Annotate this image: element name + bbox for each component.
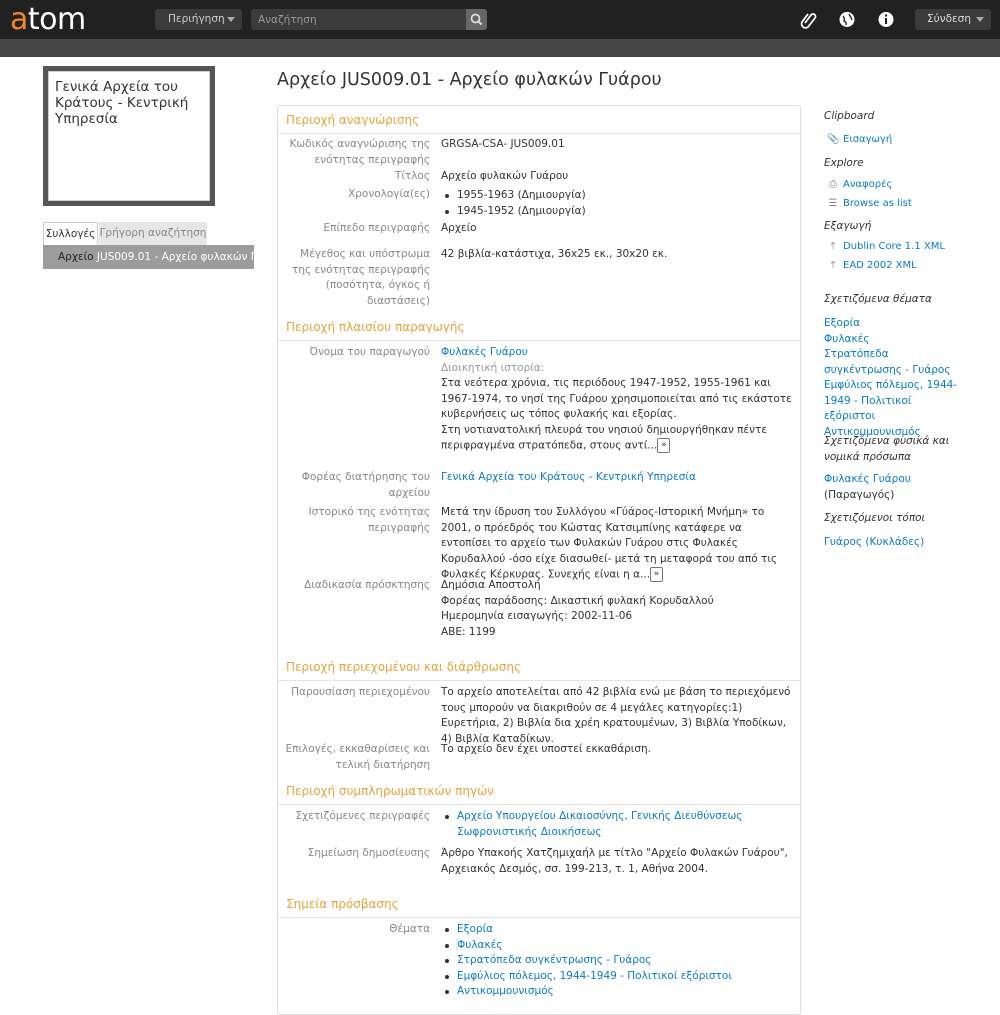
acquisition-label: Διαδικασία πρόσκτησης — [304, 579, 430, 591]
subject-link[interactable]: Εμφύλιος πόλεμος, 1944-1949 - Πολιτικοί εξόριστοι — [457, 969, 732, 982]
export-ead-link[interactable] — [827, 260, 917, 271]
level-label: Επίπεδο περιγραφής — [323, 222, 430, 234]
creator-label: Όνομα του παραγωγού — [309, 346, 430, 358]
reports-label: Αναφορές — [843, 179, 893, 190]
section-context-heading[interactable]: Περιοχή πλαισίου παραγωγής — [278, 313, 800, 341]
related-subject-link[interactable]: Φυλακές — [824, 332, 870, 345]
acquisition-value — [441, 578, 793, 640]
export-dc-label: Dublin Core 1.1 XML — [843, 241, 945, 252]
related-subject-link[interactable]: Στρατόπεδα συγκέντρωσης - Γυάρος — [824, 348, 951, 376]
chevron-down-icon — [227, 17, 235, 22]
browse-as-list-label: Browse as list — [843, 198, 912, 209]
list-icon: ☰ — [828, 198, 838, 209]
print-icon: ⎙ — [829, 179, 837, 190]
section-allied-heading[interactable]: Περιοχή συμπληρωματικών πηγών — [278, 777, 800, 805]
quick-links-menu-button[interactable] — [875, 9, 897, 30]
browse-label: Περιήγηση — [168, 13, 225, 25]
related-names-list — [824, 472, 911, 503]
related-value — [441, 809, 793, 840]
extent-value: 42 βιβλία-κατάστιχα, 36x25 εκ., 30x20 εκ. — [441, 248, 668, 260]
related-subject-link[interactable]: Εμφύλιος πόλεμος, 1944-1949 - Πολιτικοί εξόριστοι — [824, 379, 958, 422]
related-places-list — [824, 535, 924, 551]
export-ead-label: EAD 2002 XML — [843, 260, 917, 271]
secondary-bar — [0, 39, 1000, 57]
appraisal-value: Το αρχείο δεν έχει υποστεί εκκαθάριση. — [441, 743, 651, 755]
paperclip-icon — [797, 9, 819, 30]
related-places-heading: Σχετιζόμενοι τόποι — [824, 512, 926, 524]
clipboard-add-label: Εισαγωγή — [843, 134, 893, 145]
related-name-role: (Παραγωγός) — [824, 488, 895, 501]
title-label: Τίτλος — [394, 170, 430, 182]
related-subjects-list — [824, 316, 964, 440]
login-label: Σύνδεση — [927, 13, 971, 25]
repository-label: Φορέας διατήρησης του αρχείου — [301, 471, 430, 499]
subjects-label: Θέματα — [389, 923, 430, 935]
paperclip-icon: 📎 — [827, 134, 840, 145]
subject-link[interactable]: Φυλακές — [457, 938, 503, 951]
refcode-value: GRGSA-CSA- JUS009.01 — [441, 138, 565, 150]
clipboard-heading: Clipboard — [824, 110, 875, 122]
dates-label: Χρονολογία(ες) — [348, 188, 430, 200]
date-item: 1945-1952 (Δημιουργία) — [441, 204, 793, 220]
related-names-heading: Σχετιζόμενα φυσικά και νομικά πρόσωπα — [824, 435, 950, 463]
repository-name[interactable]: Γενικά Αρχεία του Κράτους - Κεντρική Υπηρεσία — [55, 79, 189, 127]
info-icon — [875, 9, 897, 30]
admin-history-text-more: Στη νοτιανατολική πλευρά του νησιού δημιουργήθηκαν πέντε περιφραγμένα στρατόπεδα, στους αντί... — [441, 423, 768, 452]
publication-label: Σημείωση δημοσίευσης — [307, 847, 430, 859]
tree-item-level: Αρχείο — [58, 251, 94, 263]
acquisition-line: Δημόσια Αποστολή — [441, 579, 541, 591]
acquisition-line: Φορέας παράδοσης: Δικαστική φυλακή Κορυδαλλού — [441, 594, 714, 607]
browse-menu-button[interactable] — [155, 9, 242, 30]
section-content-heading[interactable]: Περιοχή περιεχομένου και διάρθρωσης — [278, 653, 800, 681]
related-place-link[interactable]: Γυάρος (Κυκλάδες) — [824, 536, 925, 548]
section-identity-heading[interactable]: Περιοχή αναγνώρισης — [278, 106, 800, 134]
date-item: 1955-1963 (Δημιουργία) — [441, 188, 793, 204]
creator-block — [441, 345, 793, 454]
chevron-down-icon — [976, 17, 984, 22]
dates-list — [441, 188, 793, 219]
acquisition-line: ΑΒΕ: 1199 — [441, 625, 496, 638]
related-subjects-heading: Σχετιζόμενα θέματα — [824, 293, 932, 305]
title-value: Αρχείο φυλακών Γυάρου — [441, 170, 569, 182]
subject-link[interactable]: Αντικομμουνισμός — [457, 985, 554, 997]
admin-history-text: Στα νεότερα χρόνια, τις περιόδους 1947-1952, 1955-1961 και 1967-1974, το νησί της Γυάρου χρησιμοποιείται από τις εκάστοτε κυβερνήσεις ως τόπος φυλακής και εξορίας. — [441, 377, 792, 420]
language-menu-button[interactable] — [836, 9, 858, 30]
admin-history-label: Διοικητική ιστορία: — [441, 361, 545, 374]
related-subject-link[interactable]: Αντικομμουνισμός — [824, 425, 921, 438]
search-input[interactable] — [251, 9, 466, 30]
publication-value: Άρθρο Υπακοής Χατζημιχαήλ με τίτλο "Αρχείο Φυλακών Γυάρου", Αρχειακός Δεσμός, σσ. 199-213, τ. 1, Αθήνα 2004. — [441, 847, 788, 875]
search-button[interactable] — [466, 9, 487, 30]
related-label: Σχετιζόμενες περιγραφές — [295, 810, 430, 822]
scope-label: Παρουσίαση περιεχομένου — [291, 686, 430, 698]
related-description-link[interactable]: Αρχείο Υπουργείου Δικαιοσύνης, Γενικής Διευθύνσεως Σωφρονιστικής Διοικήσεως — [457, 810, 743, 838]
appraisal-label: Επιλογές, εκκαθαρίσεις και τελική διατήρηση — [285, 743, 430, 771]
extent-label: Μέγεθος και υπόστρωμα της ενότητας περιγραφής (ποσότητα, όγκος ή διαστάσεις) — [292, 248, 430, 307]
reports-link[interactable] — [827, 179, 892, 190]
clipboard-add-link[interactable] — [827, 134, 892, 145]
clipboard-menu-button[interactable] — [797, 9, 819, 30]
related-name-link[interactable]: Φυλακές Γυάρου — [824, 473, 911, 485]
atom-logo[interactable]: atom — [10, 2, 86, 37]
archival-history-text: Μετά την ίδρυση του Συλλόγου «Γύάρος-Ιστορική Μνήμη» το 2001, ο πρόεδρός του Κώστας Κατσιμπίνης κατάφερε να εντοπίσει το αρχείο των Φυλακών Γυάρου στις Φυλακές Κορυδαλλού -όσο είχε διασωθεί- μετά τη μεταφορά του από τις Φυλακές Κέρκυρας. Συνεχής είναι η α... — [441, 506, 778, 581]
search-icon — [466, 9, 487, 30]
subject-link[interactable]: Στρατόπεδα συγκέντρωσης - Γυάρος — [457, 954, 652, 966]
archival-history-label: Ιστορικό της ενότητας περιγραφής — [308, 506, 430, 534]
tab-collections[interactable]: Συλλογές — [43, 222, 98, 245]
browse-as-list-link[interactable] — [827, 198, 912, 209]
page-title: Αρχείο JUS009.01 - Αρχείο φυλακών Γυάρου — [277, 70, 662, 90]
export-dc-link[interactable] — [827, 241, 945, 252]
level-value: Αρχείο — [441, 222, 477, 234]
upload-icon: ⤒ — [830, 241, 836, 252]
read-more-button[interactable]: » — [657, 438, 670, 453]
repository-link[interactable]: Γενικά Αρχεία του Κράτους - Κεντρική Υπηρεσία — [441, 471, 696, 483]
export-heading: Εξαγωγή — [824, 220, 872, 232]
repository-value — [441, 470, 793, 486]
creator-link[interactable]: Φυλακές Γυάρου — [441, 346, 528, 358]
explore-heading: Explore — [824, 157, 864, 169]
tab-quick-search[interactable]: Γρήγορη αναζήτηση — [99, 222, 207, 245]
subject-link[interactable]: Εξορία — [457, 923, 494, 935]
subjects-list — [441, 922, 793, 1000]
scope-value: Το αρχείο αποτελείται από 42 βιβλία ενώ με βάση το περιεχόμενό τους μπορούν να διακριθούν σε 4 μεγάλες κατηγορίες:1) Ευρετήρια, 2) Βιβλία δια χρέη κρατουμένων, 3) Βιβλία Υποδίκων, 4) Βιβλία Καταδίκων. — [441, 686, 791, 745]
refcode-label: Κωδικός αναγνώρισης της ενότητας περιγραφής — [289, 138, 430, 166]
upload-icon: ⤒ — [830, 260, 836, 271]
treeview-item-current[interactable] — [43, 245, 273, 269]
login-button[interactable] — [915, 9, 991, 30]
section-access-heading[interactable]: Σημεία πρόσβασης — [278, 890, 800, 918]
tree-item-title: JUS009.01 - Αρχείο φυλακών Γυ... — [96, 251, 273, 263]
read-more-button[interactable]: » — [650, 567, 663, 582]
archival-history-value — [441, 505, 793, 583]
acquisition-line: Ημερομηνία εισαγωγής: 2002-11-06 — [441, 610, 633, 622]
related-subject-link[interactable]: Εξορία — [824, 317, 861, 329]
globe-icon — [836, 9, 858, 30]
